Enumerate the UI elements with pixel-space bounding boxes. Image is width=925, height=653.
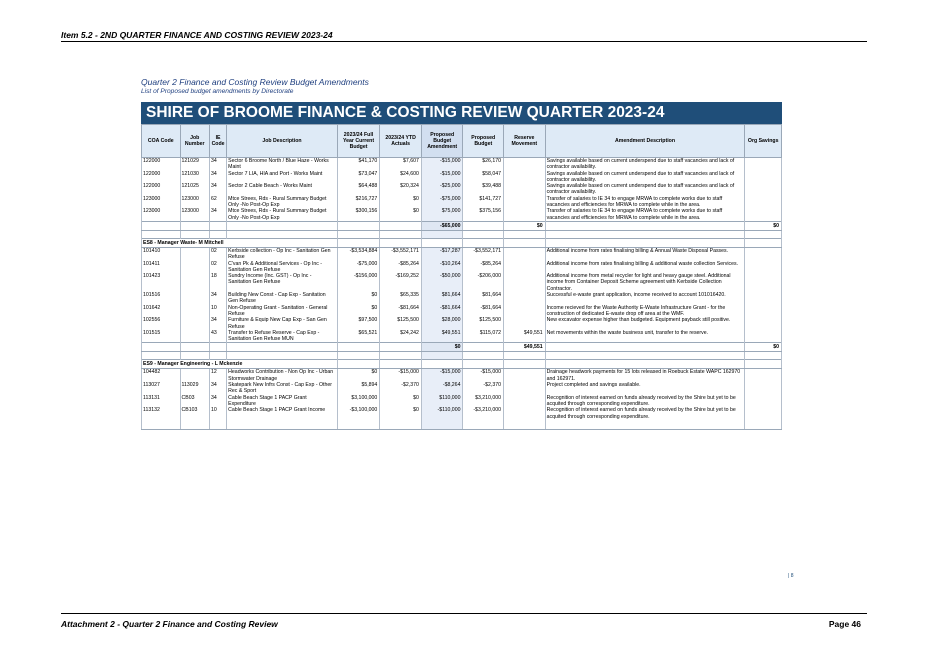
- subtotal-cell: [180, 221, 209, 230]
- coa-code-cell: 101515: [142, 330, 181, 343]
- ytd-actuals-cell: $7,607: [380, 158, 422, 171]
- spacer-cell: [380, 230, 422, 238]
- job-number-cell: [180, 369, 209, 382]
- job-number-cell: [180, 330, 209, 343]
- spacer-cell: [745, 352, 782, 360]
- spacer-cell: [421, 352, 463, 360]
- job-number-cell: [180, 317, 209, 330]
- org-savings-cell: [745, 171, 782, 184]
- section-title: ES9 - Manager Engineering - L Mckenzie: [142, 360, 338, 369]
- full-year-budget-cell: -$156,000: [337, 273, 380, 292]
- spacer-cell: [180, 230, 209, 238]
- section-blank-cell: [504, 238, 546, 247]
- header-divider: [61, 41, 867, 42]
- job-description-cell: Sundry Income (Inc. GST) - Op Inc - Sanitation Gen Refuse: [227, 273, 338, 292]
- subtotal-cell: [380, 343, 422, 352]
- col-ie-code: IE Code: [209, 125, 226, 158]
- section-blank-cell: [421, 238, 463, 247]
- section-blank-cell: [545, 360, 745, 369]
- proposed-budget-cell: $81,664: [463, 292, 504, 305]
- ie-code-cell: 34: [209, 158, 226, 171]
- table-row: [142, 369, 782, 382]
- proposed-budget-cell: -$81,664: [463, 305, 504, 318]
- proposed-amendment-cell: -$81,664: [421, 305, 463, 318]
- reserve-movement-cell: [504, 305, 546, 318]
- spacer-cell: [337, 230, 380, 238]
- coa-code-cell: 123000: [142, 208, 181, 221]
- table-row: [142, 292, 782, 305]
- reserve-movement-cell: [504, 208, 546, 221]
- full-year-budget-cell: $0: [337, 292, 380, 305]
- job-description-cell: Mtce Strees, Rds - Rural Summary Budget Only -No Post-Op Exp: [227, 196, 338, 209]
- ytd-actuals-cell: -$3,552,171: [380, 247, 422, 260]
- ytd-actuals-cell: $24,600: [380, 171, 422, 184]
- col-full-year-budget: 2023/24 Full Year Current Budget: [337, 125, 380, 158]
- section-blank-cell: [463, 238, 504, 247]
- table-row: [142, 171, 782, 184]
- table-row: [142, 273, 782, 292]
- proposed-amendment-cell: $49,551: [421, 330, 463, 343]
- reserve-movement-cell: [504, 369, 546, 382]
- full-year-budget-cell: -$75,000: [337, 261, 380, 274]
- proposed-amendment-cell: $81,664: [421, 292, 463, 305]
- org-savings-cell: [745, 317, 782, 330]
- org-savings-cell: [745, 208, 782, 221]
- subtotal-cell: [380, 221, 422, 230]
- proposed-budget-cell: $39,488: [463, 183, 504, 196]
- subtotal-cell: [337, 221, 380, 230]
- ie-code-cell: 34: [209, 382, 226, 395]
- spacer-cell: [745, 230, 782, 238]
- job-description-cell: Non-Operating Grant - Sanitation - General Refuse: [227, 305, 338, 318]
- subtotal-reserve: $49,551: [504, 343, 546, 352]
- table-row: [142, 196, 782, 209]
- proposed-amendment-cell: -$110,000: [421, 407, 463, 430]
- org-savings-cell: [745, 382, 782, 395]
- subtotal-row: [142, 343, 782, 352]
- ytd-actuals-cell: $0: [380, 395, 422, 408]
- reserve-movement-cell: [504, 196, 546, 209]
- section-header-row: [142, 360, 782, 369]
- table-body: [142, 158, 782, 430]
- job-number-cell: 121030: [180, 171, 209, 184]
- table-banner: SHIRE OF BROOME FINANCE & COSTING REVIEW QUARTER 2023-24: [141, 102, 782, 124]
- coa-code-cell: 122000: [142, 183, 181, 196]
- job-description-cell: Building New Const - Cap Exp - Sanitation Gen Refuse: [227, 292, 338, 305]
- amendment-description-cell: Successful e-waste grant application, income received to account 101016420.: [545, 292, 745, 305]
- page-header-title: Item 5.2 - 2ND QUARTER FINANCE AND COSTING REVIEW 2023-24: [61, 30, 333, 40]
- proposed-amendment-cell: $75,000: [421, 208, 463, 221]
- reserve-movement-cell: [504, 395, 546, 408]
- org-savings-cell: [745, 247, 782, 260]
- job-number-cell: 113029: [180, 382, 209, 395]
- spacer-cell: [227, 352, 338, 360]
- proposed-amendment-cell: $110,000: [421, 395, 463, 408]
- org-savings-cell: [745, 407, 782, 430]
- doc-subtitle: Quarter 2 Finance and Costing Review Budget Amendments: [141, 77, 369, 87]
- coa-code-cell: 101423: [142, 273, 181, 292]
- reserve-movement-cell: [504, 407, 546, 430]
- ie-code-cell: 02: [209, 247, 226, 260]
- org-savings-cell: [745, 196, 782, 209]
- table-row: [142, 208, 782, 221]
- subtotal-cell: [209, 343, 226, 352]
- ie-code-cell: 10: [209, 305, 226, 318]
- subtotal-amendment: -$65,000: [421, 221, 463, 230]
- proposed-budget-cell: $375,156: [463, 208, 504, 221]
- ytd-actuals-cell: $0: [380, 407, 422, 430]
- section-blank-cell: [380, 360, 422, 369]
- section-blank-cell: [337, 238, 380, 247]
- job-description-cell: Transfer to Refuse Reserve - Cap Exp - Sanitation Gen Refuse MUN: [227, 330, 338, 343]
- reserve-movement-cell: $49,551: [504, 330, 546, 343]
- job-number-cell: [180, 261, 209, 274]
- amendment-description-cell: New excavator expense higher than budgeted. Equipment payback still positive.: [545, 317, 745, 330]
- proposed-amendment-cell: -$15,000: [421, 369, 463, 382]
- col-proposed-amendment: Proposed Budget Amendment: [421, 125, 463, 158]
- budget-amendments-table: [141, 124, 782, 430]
- coa-code-cell: 113131: [142, 395, 181, 408]
- table-row: [142, 305, 782, 318]
- proposed-amendment-cell: -$50,000: [421, 273, 463, 292]
- section-blank-cell: [745, 360, 782, 369]
- ie-code-cell: 34: [209, 395, 226, 408]
- footer-page-number: Page 46: [828, 619, 861, 629]
- reserve-movement-cell: [504, 382, 546, 395]
- proposed-budget-cell: -$3,552,171: [463, 247, 504, 260]
- proposed-budget-cell: $3,210,000: [463, 395, 504, 408]
- job-number-cell: 123000: [180, 196, 209, 209]
- section-blank-cell: [463, 360, 504, 369]
- subtotal-cell: [545, 343, 745, 352]
- spacer-row: [142, 352, 782, 360]
- proposed-budget-cell: -$85,264: [463, 261, 504, 274]
- ie-code-cell: 62: [209, 196, 226, 209]
- spacer-row: [142, 230, 782, 238]
- ytd-actuals-cell: -$169,252: [380, 273, 422, 292]
- job-number-cell: [180, 305, 209, 318]
- subtotal-org-savings: $0: [745, 221, 782, 230]
- ytd-actuals-cell: -$81,664: [380, 305, 422, 318]
- section-blank-cell: [545, 238, 745, 247]
- coa-code-cell: 122000: [142, 171, 181, 184]
- job-number-cell: CB03: [180, 395, 209, 408]
- full-year-budget-cell: $216,727: [337, 196, 380, 209]
- org-savings-cell: [745, 273, 782, 292]
- table-row: [142, 382, 782, 395]
- spacer-cell: [504, 352, 546, 360]
- table-row: [142, 261, 782, 274]
- subtotal-amendment: $0: [421, 343, 463, 352]
- spacer-cell: [421, 230, 463, 238]
- amendment-description-cell: Transfer of salaries to IE 34 to engage MRWA to complete works due to staff vacancies and efficiencies for MRWA to complete while in the area.: [545, 208, 745, 221]
- table-row: [142, 317, 782, 330]
- table-header-row: [142, 125, 782, 158]
- col-ytd-actuals: 2023/24 YTD Actuals: [380, 125, 422, 158]
- subtotal-reserve: $0: [504, 221, 546, 230]
- coa-code-cell: 102556: [142, 317, 181, 330]
- table-row: [142, 183, 782, 196]
- ytd-actuals-cell: $0: [380, 196, 422, 209]
- proposed-budget-cell: $125,500: [463, 317, 504, 330]
- amendment-description-cell: Income recieved for the Waste Authority E-Waste Infrastructure Grant - for the construction of dedicated E-waste drop off area at the WMF.: [545, 305, 745, 318]
- col-job-description: Job Description: [227, 125, 338, 158]
- spacer-cell: [504, 230, 546, 238]
- ytd-actuals-cell: $0: [380, 208, 422, 221]
- ie-code-cell: 43: [209, 330, 226, 343]
- spacer-cell: [545, 230, 745, 238]
- spacer-cell: [209, 230, 226, 238]
- section-title: ES8 - Manager Waste- M Mitchell: [142, 238, 338, 247]
- ie-code-cell: 34: [209, 208, 226, 221]
- proposed-budget-cell: $58,047: [463, 171, 504, 184]
- job-number-cell: 123000: [180, 208, 209, 221]
- proposed-amendment-cell: -$10,264: [421, 261, 463, 274]
- job-description-cell: Mtce Strees, Rds - Rural Summary Budget Only -No Post-Op Exp: [227, 208, 338, 221]
- subtotal-cell: [337, 343, 380, 352]
- job-description-cell: Cable Beach Stage 1 PACP Grant Income: [227, 407, 338, 430]
- proposed-budget-cell: $115,072: [463, 330, 504, 343]
- full-year-budget-cell: $41,170: [337, 158, 380, 171]
- job-number-cell: CB103: [180, 407, 209, 430]
- spacer-cell: [463, 352, 504, 360]
- reserve-movement-cell: [504, 171, 546, 184]
- full-year-budget-cell: $5,894: [337, 382, 380, 395]
- reserve-movement-cell: [504, 273, 546, 292]
- job-number-cell: [180, 247, 209, 260]
- ytd-actuals-cell: $20,324: [380, 183, 422, 196]
- spacer-cell: [545, 352, 745, 360]
- subtotal-cell: [463, 221, 504, 230]
- proposed-budget-cell: $141,727: [463, 196, 504, 209]
- section-blank-cell: [745, 238, 782, 247]
- amendment-description-cell: Savings available based on current underspend due to staff vacancies and lack of contractor availability.: [545, 183, 745, 196]
- org-savings-cell: [745, 261, 782, 274]
- job-description-cell: Skatepark New Infrs Const - Cap Exp - Other Rec & Sport: [227, 382, 338, 395]
- full-year-budget-cell: $3,100,000: [337, 395, 380, 408]
- spacer-cell: [180, 352, 209, 360]
- org-savings-cell: [745, 158, 782, 171]
- org-savings-cell: [745, 369, 782, 382]
- amendment-description-cell: Net movements within the waste business unit, transfer to the reserve.: [545, 330, 745, 343]
- full-year-budget-cell: $65,521: [337, 330, 380, 343]
- org-savings-cell: [745, 183, 782, 196]
- col-reserve-movement: Reserve Movement: [504, 125, 546, 158]
- col-coa-code: COA Code: [142, 125, 181, 158]
- amendment-description-cell: Additional income from metal recycler for light and heavy gauge steel. Additional income from Container Deposit Scheme agreement with Kerbside Collection Contractor.: [545, 273, 745, 292]
- ytd-actuals-cell: $24,242: [380, 330, 422, 343]
- job-description-cell: Sector 6 Broome North / Blue Haze - Works Maint: [227, 158, 338, 171]
- amendment-description-cell: Transfer of salaries to IE 34 to engage MRWA to complete works due to staff vacancies and efficiencies for MRWA to complete while in the area.: [545, 196, 745, 209]
- spacer-cell: [337, 352, 380, 360]
- table-row: [142, 158, 782, 171]
- full-year-budget-cell: $97,500: [337, 317, 380, 330]
- table-row: [142, 407, 782, 430]
- amendment-description-cell: Recognition of interest earned on funds already received by the Shire but yet to be acquited through corresponding expenditure.: [545, 395, 745, 408]
- job-description-cell: Sector 2 Cable Beach - Works Maint: [227, 183, 338, 196]
- table-row: [142, 247, 782, 260]
- coa-code-cell: 122000: [142, 158, 181, 171]
- amendment-description-cell: Savings available based on current underspend due to staff vacancies and lack of contractor availability.: [545, 158, 745, 171]
- section-blank-cell: [421, 360, 463, 369]
- job-description-cell: Cable Beach Stage 1 PACP Grant Expenditure: [227, 395, 338, 408]
- spacer-cell: [380, 352, 422, 360]
- amendment-description-cell: Savings available based on current underspend due to staff vacancies and lack of contractor availability.: [545, 171, 745, 184]
- amendment-description-cell: Drainage headwork payments for 15 lots released in Roebuck Estate WAPC 162970 and 162971.: [545, 369, 745, 382]
- coa-code-cell: 113132: [142, 407, 181, 430]
- subtotal-cell: [227, 221, 338, 230]
- proposed-amendment-cell: -$8,264: [421, 382, 463, 395]
- amendment-description-cell: Additional income from rates finalising billing & Annual Waste Disposal Passes.: [545, 247, 745, 260]
- coa-code-cell: 113027: [142, 382, 181, 395]
- reserve-movement-cell: [504, 158, 546, 171]
- footer-attachment: Attachment 2 - Quarter 2 Finance and Costing Review: [61, 619, 278, 629]
- amendment-description-cell: Project completed and savings available.: [545, 382, 745, 395]
- proposed-budget-cell: $26,170: [463, 158, 504, 171]
- subtotal-org-savings: $0: [745, 343, 782, 352]
- proposed-budget-cell: -$2,370: [463, 382, 504, 395]
- col-job-number: Job Number: [180, 125, 209, 158]
- ytd-actuals-cell: -$2,370: [380, 382, 422, 395]
- full-year-budget-cell: -$3,534,884: [337, 247, 380, 260]
- proposed-budget-cell: -$206,000: [463, 273, 504, 292]
- org-savings-cell: [745, 330, 782, 343]
- ytd-actuals-cell: $125,500: [380, 317, 422, 330]
- subtotal-cell: [209, 221, 226, 230]
- doc-subtitle-2: List of Proposed budget amendments by Directorate: [141, 88, 294, 95]
- job-number-cell: 121025: [180, 183, 209, 196]
- full-year-budget-cell: $64,488: [337, 183, 380, 196]
- table-row: [142, 395, 782, 408]
- reserve-movement-cell: [504, 261, 546, 274]
- full-year-budget-cell: $300,156: [337, 208, 380, 221]
- ie-code-cell: 10: [209, 407, 226, 430]
- coa-code-cell: 101411: [142, 261, 181, 274]
- proposed-amendment-cell: -$15,000: [421, 171, 463, 184]
- job-description-cell: Headworks Contribution - Non Op Inc - Urban Stormwater Drainage: [227, 369, 338, 382]
- col-org-savings: Org Savings: [745, 125, 782, 158]
- ie-code-cell: 34: [209, 171, 226, 184]
- ie-code-cell: 12: [209, 369, 226, 382]
- spacer-cell: [227, 230, 338, 238]
- coa-code-cell: 104482: [142, 369, 181, 382]
- job-description-cell: Furniture & Equip New Cap Exp - San Gen Refuse: [227, 317, 338, 330]
- col-proposed-budget: Proposed Budget: [463, 125, 504, 158]
- job-description-cell: C'van Pk & Additional Services - Op Inc - Sanitation Gen Refuse: [227, 261, 338, 274]
- section-blank-cell: [380, 238, 422, 247]
- ytd-actuals-cell: -$15,000: [380, 369, 422, 382]
- proposed-budget-cell: -$15,000: [463, 369, 504, 382]
- section-header-row: [142, 238, 782, 247]
- coa-code-cell: 101516: [142, 292, 181, 305]
- reserve-movement-cell: [504, 317, 546, 330]
- coa-code-cell: 101410: [142, 247, 181, 260]
- job-number-cell: [180, 273, 209, 292]
- spacer-cell: [209, 352, 226, 360]
- full-year-budget-cell: -$3,100,000: [337, 407, 380, 430]
- table-row: [142, 330, 782, 343]
- job-description-cell: Kerbside collection - Op Inc - Sanitation Gen Refuse: [227, 247, 338, 260]
- ie-code-cell: 18: [209, 273, 226, 292]
- proposed-budget-cell: -$3,210,000: [463, 407, 504, 430]
- ie-code-cell: 34: [209, 292, 226, 305]
- ie-code-cell: 34: [209, 317, 226, 330]
- coa-code-cell: 123000: [142, 196, 181, 209]
- spacer-cell: [142, 352, 181, 360]
- subtotal-cell: [142, 343, 181, 352]
- amendment-description-cell: Recognition of interest earned on funds already received by the Shire but yet to be acquited through corresponding expenditure.: [545, 407, 745, 430]
- full-year-budget-cell: $73,047: [337, 171, 380, 184]
- coa-code-cell: 101642: [142, 305, 181, 318]
- subtotal-cell: [545, 221, 745, 230]
- section-blank-cell: [504, 360, 546, 369]
- spacer-cell: [142, 230, 181, 238]
- reserve-movement-cell: [504, 292, 546, 305]
- subtotal-cell: [463, 343, 504, 352]
- reserve-movement-cell: [504, 247, 546, 260]
- subtotal-cell: [227, 343, 338, 352]
- full-year-budget-cell: $0: [337, 305, 380, 318]
- footer-divider: [61, 613, 867, 614]
- org-savings-cell: [745, 292, 782, 305]
- job-number-cell: [180, 292, 209, 305]
- org-savings-cell: [745, 305, 782, 318]
- subtotal-cell: [180, 343, 209, 352]
- proposed-amendment-cell: -$17,287: [421, 247, 463, 260]
- proposed-amendment-cell: -$15,000: [421, 158, 463, 171]
- reserve-movement-cell: [504, 183, 546, 196]
- subtotal-row: [142, 221, 782, 230]
- section-blank-cell: [337, 360, 380, 369]
- amendment-description-cell: Additional income from rates finalising billing & additional waste collection Services.: [545, 261, 745, 274]
- col-amendment-description: Amendment Description: [545, 125, 745, 158]
- proposed-amendment-cell: -$75,000: [421, 196, 463, 209]
- ie-code-cell: 02: [209, 261, 226, 274]
- full-year-budget-cell: $0: [337, 369, 380, 382]
- ytd-actuals-cell: $65,335: [380, 292, 422, 305]
- proposed-amendment-cell: $28,000: [421, 317, 463, 330]
- job-number-cell: 121029: [180, 158, 209, 171]
- ie-code-cell: 34: [209, 183, 226, 196]
- ytd-actuals-cell: -$85,264: [380, 261, 422, 274]
- subtotal-cell: [142, 221, 181, 230]
- org-savings-cell: [745, 395, 782, 408]
- spacer-cell: [463, 230, 504, 238]
- job-description-cell: Sector 7 LIA, HIA and Port - Works Maint: [227, 171, 338, 184]
- page-mark: | 8: [788, 573, 794, 579]
- proposed-amendment-cell: -$25,000: [421, 183, 463, 196]
